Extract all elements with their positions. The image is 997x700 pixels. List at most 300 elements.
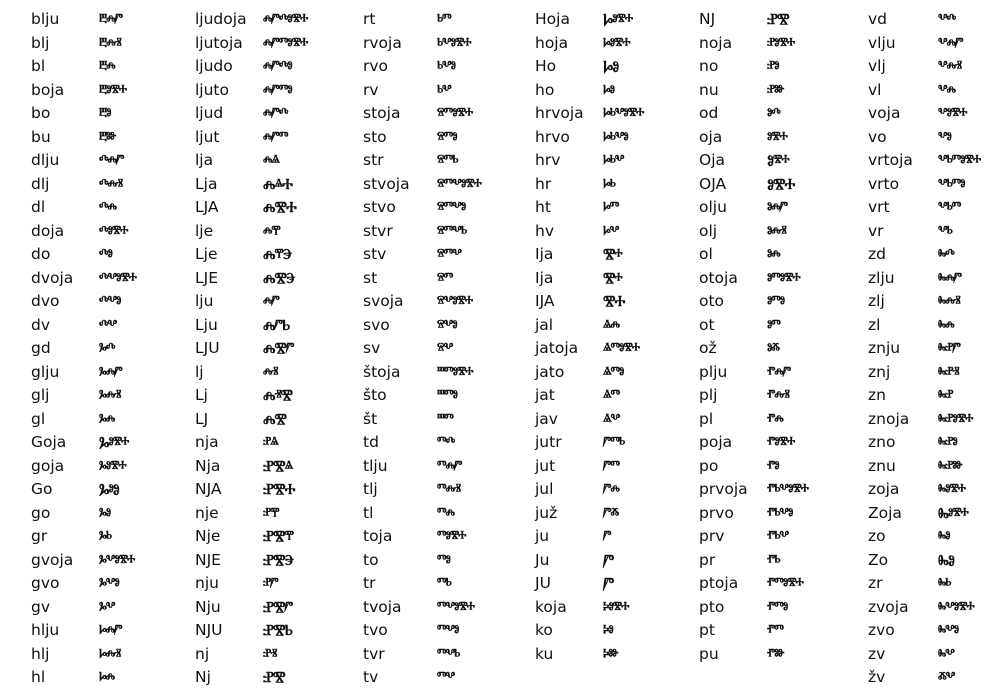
- glagolitic-syllable: ⱅⰲⱃ: [437, 644, 460, 663]
- latin-syllable: zoja: [868, 480, 900, 498]
- glagolitic-syllable: ⰲⱃⱅ: [938, 198, 961, 216]
- latin-syllable: prvoja: [699, 480, 748, 498]
- glagolitic-syllable: ⱀⱑ: [263, 433, 278, 451]
- latin-syllable: gv: [31, 597, 51, 616]
- glagolitic-syllable: ⱀⱐ: [263, 644, 277, 663]
- latin-syllable: pt: [699, 621, 715, 639]
- latin-syllable: rv: [363, 80, 379, 99]
- glagolitic-syllable: ⱈⱃⰲ: [603, 151, 624, 169]
- latin-syllable: boja: [31, 80, 65, 99]
- glagolitic-syllable: ⱅⱁ: [437, 550, 450, 569]
- glagolitic-syllable: ⱄⱅⰲ: [437, 245, 461, 263]
- latin-syllable: stoja: [363, 104, 401, 122]
- glagolitic-syllable: ⰐⰊⱑ: [263, 456, 293, 475]
- latin-syllable: olj: [699, 221, 718, 240]
- glagolitic-syllable: ⰸⰲⱁⰺⰰ: [938, 597, 974, 616]
- glagolitic-syllable: ⰸⱀⱁⰺⰰ: [938, 409, 973, 428]
- glagolitic-syllable: ⰎⰊⰀ: [263, 198, 296, 216]
- glagolitic-syllable: ⱈⱃⰲⱁ: [603, 127, 628, 146]
- latin-syllable: plju: [699, 362, 728, 381]
- glagolitic-syllable: ⰲⱃⱅⱁⰺⰰ: [938, 151, 981, 169]
- latin-syllable: prv: [699, 527, 725, 545]
- latin-syllable: dvo: [31, 292, 60, 310]
- latin-syllable: ljut: [195, 127, 220, 146]
- latin-syllable: NJE: [195, 550, 221, 569]
- glagolitic-syllable: ⱈⱁⰺⰰ: [603, 33, 630, 52]
- latin-syllable: vo: [868, 127, 887, 146]
- glagolitic-syllable: ⱅⱁⰺⰰ: [437, 527, 466, 545]
- glagolitic-syllable: ⱀⱁⰺⰰ: [767, 33, 795, 52]
- glagolitic-syllable: ⰸⰲ: [938, 644, 954, 663]
- glagolitic-syllable: Ⱈⱁⰺⰰ: [603, 10, 633, 28]
- glagolitic-syllable: ⰎⰹⰅ: [263, 245, 292, 263]
- glagolitic-syllable: ⱁⰾ: [767, 245, 780, 263]
- glagolitic-syllable: ⰲⰴ: [938, 10, 956, 28]
- glagolitic-syllable: ⰎⰊ: [263, 409, 287, 428]
- glagolitic-syllable: ⰐⰊⰹ: [263, 527, 293, 545]
- glagolitic-syllable: ⰾⱓⰴⱁ: [263, 57, 292, 75]
- latin-syllable: stv: [363, 245, 387, 263]
- glagolitic-syllable: ⱓⰾ: [603, 480, 619, 498]
- latin-syllable: doja: [31, 221, 65, 240]
- glagolitic-syllable: ⰱⱁⰺⰰ: [99, 80, 127, 99]
- glagolitic-syllable: ⰎⰊⰅ: [263, 268, 295, 287]
- glagolitic-syllable: ⰾⱓⱅⱁ: [263, 80, 292, 99]
- latin-syllable: goja: [31, 456, 65, 475]
- glagolitic-syllable: ⱓⱅⱃ: [603, 433, 625, 451]
- glagolitic-syllable: ⰾⱓⱅ: [263, 127, 288, 146]
- glagolitic-syllable: ⱀⰹ: [263, 503, 279, 522]
- latin-syllable: svo: [363, 315, 390, 334]
- glagolitic-syllable: ⰱⱁ: [99, 104, 111, 122]
- latin-syllable: pu: [699, 644, 719, 663]
- latin-syllable: olju: [699, 198, 727, 216]
- glagolitic-syllable: ⰱⰾⱐ: [99, 33, 121, 52]
- glagolitic-syllable: ⱓⱅ: [603, 456, 620, 475]
- latin-syllable: vr: [868, 221, 884, 240]
- glagolitic-syllable: ⰲⰾⱐ: [938, 57, 961, 75]
- glagolitic-syllable: ⰳⱁ: [99, 503, 111, 522]
- glagolitic-syllable: ⱃⱅ: [437, 10, 451, 28]
- latin-syllable: NJA: [195, 480, 222, 498]
- glagolitic-syllable: ⱀⱆ: [767, 80, 784, 99]
- latin-syllable: vlj: [868, 57, 886, 75]
- latin-syllable: ju: [535, 527, 550, 545]
- latin-syllable: ho: [535, 80, 555, 99]
- latin-syllable: hoja: [535, 33, 569, 52]
- latin-syllable: JU: [535, 574, 551, 592]
- latin-syllable: hrvoja: [535, 104, 584, 122]
- latin-syllable: znoja: [868, 409, 910, 428]
- latin-syllable: dv: [31, 315, 51, 334]
- glagolitic-syllable: ⰴⰾ: [99, 198, 116, 216]
- latin-syllable: rvo: [363, 57, 389, 75]
- glagolitic-syllable: ⰳⰲⱁⰺⰰ: [99, 550, 135, 569]
- glagolitic-syllable: ⰳⰲⱁ: [99, 574, 119, 592]
- glagolitic-syllable: ⰾⱑ: [263, 151, 280, 169]
- latin-syllable: sto: [363, 127, 387, 146]
- latin-syllable: st: [363, 268, 378, 287]
- latin-syllable: rvoja: [363, 33, 402, 52]
- glagolitic-syllable: ⱈⰾ: [99, 668, 115, 686]
- latin-syllable: jut: [535, 456, 556, 475]
- glagolitic-syllable: ⱑⰾ: [603, 315, 620, 334]
- glagolitic-syllable: ⱈⱃⰲⱁⰺⰰ: [603, 104, 644, 122]
- latin-syllable: juž: [535, 503, 558, 522]
- glagolitic-syllable: ⱄⱅⱁ: [437, 127, 457, 146]
- latin-syllable: Lje: [195, 245, 218, 263]
- latin-syllable: Lja: [195, 174, 218, 193]
- latin-syllable: hrvo: [535, 127, 570, 146]
- glagolitic-syllable: ⱁⱅⱁⰺⰰ: [767, 268, 800, 287]
- latin-syllable: sv: [363, 339, 381, 357]
- glagolitic-syllable: ⰸⱁⰺⰰ: [938, 480, 966, 498]
- latin-syllable: gd: [31, 339, 51, 357]
- latin-syllable: što: [363, 386, 387, 404]
- latin-syllable: glj: [31, 386, 50, 404]
- latin-syllable: Nju: [195, 597, 221, 616]
- glagolitic-syllable: ⱄⱅⰲⱁ: [437, 198, 466, 216]
- latin-syllable: hrv: [535, 151, 561, 169]
- glagolitic-syllable: ⱎⱅⱁⰺⰰ: [437, 362, 473, 381]
- latin-syllable: pl: [699, 409, 714, 428]
- glagolitic-syllable: ⰸⰾⱐ: [938, 292, 960, 310]
- glagolitic-syllable: ⰸⱀⱆ: [938, 456, 962, 475]
- glagolitic-syllable: ⰳⰲ: [99, 597, 115, 616]
- glagolitic-syllable: ⱂⱁⰺⰰ: [767, 433, 795, 451]
- glagolitic-syllable: ⰴⱁⰺⰰ: [99, 221, 128, 240]
- glagolitic-syllable: ⰊⰀ: [603, 292, 625, 310]
- latin-syllable: LJ: [195, 409, 209, 428]
- latin-syllable: hlj: [31, 644, 50, 663]
- latin-syllable: jav: [535, 409, 558, 428]
- latin-syllable: tlj: [363, 480, 378, 498]
- glagolitic-syllable: ⰈⰑ: [938, 550, 955, 569]
- glagolitic-syllable: ⱅⱃ: [437, 574, 451, 592]
- latin-syllable: vl: [868, 80, 882, 99]
- latin-syllable: ku: [535, 644, 554, 663]
- glagolitic-syllable: ⱂⱆ: [767, 644, 784, 663]
- glagolitic-syllable: ⱑⱅⱁ: [603, 362, 624, 381]
- glagolitic-syllable: ⱂⱃⰲⱁ: [767, 503, 793, 522]
- latin-syllable: Ho: [535, 57, 557, 75]
- glagolitic-syllable: ⱈⰲ: [603, 221, 619, 240]
- glagolitic-syllable: ⰎⰊⱓ: [263, 339, 294, 357]
- latin-syllable: vd: [868, 10, 888, 28]
- glagolitic-syllable: ⰸⰾⱓ: [938, 268, 962, 287]
- glagolitic-syllable: ⱂⱁ: [767, 456, 779, 475]
- latin-syllable: zl: [868, 315, 881, 334]
- glagolitic-syllable: ⱅⰲⱁ: [437, 621, 459, 639]
- latin-syllable: znu: [868, 456, 896, 475]
- glagolitic-syllable: ⰲⱁⰺⰰ: [938, 104, 967, 122]
- glagolitic-syllable: ⱂⰾⱐ: [767, 386, 789, 404]
- latin-syllable: gvoja: [31, 550, 74, 569]
- glagolitic-syllable: ⱀⱁ: [767, 57, 779, 75]
- glagolitic-syllable: ⰲⰾ: [938, 80, 955, 99]
- latin-syllable: lja: [195, 151, 214, 169]
- latin-syllable: jal: [535, 315, 554, 334]
- glagolitic-syllable: ⱄⱅⱁⰺⰰ: [437, 104, 473, 122]
- latin-syllable: ož: [699, 339, 717, 357]
- glagolitic-syllable: ⱈⱃ: [603, 174, 615, 193]
- glagolitic-syllable: ⰸⰾ: [938, 315, 954, 334]
- latin-syllable: stvr: [363, 221, 393, 240]
- latin-syllable: OJA: [699, 174, 727, 193]
- glagolitic-syllable: ⰴⰾⱓ: [99, 151, 124, 169]
- latin-syllable: Nja: [195, 456, 221, 475]
- glagolitic-syllable: ⰳⰾⱐ: [99, 386, 121, 404]
- latin-syllable: vrto: [868, 174, 900, 193]
- latin-syllable: go: [31, 503, 51, 522]
- glagolitic-syllable: ⱃⰲⱁⰺⰰ: [437, 33, 471, 52]
- glagolitic-syllable: ⱁⱅⱁ: [767, 292, 785, 310]
- latin-syllable: dvoja: [31, 268, 74, 287]
- glagolitic-syllable: ⰳⰴ: [99, 339, 115, 357]
- latin-syllable: dlju: [31, 151, 60, 169]
- latin-syllable: oto: [699, 292, 725, 310]
- latin-syllable: Zoja: [868, 503, 902, 522]
- glagolitic-syllable: ⱅⰾⱓ: [437, 456, 462, 475]
- glagolitic-syllable: ⱑⱅ: [603, 386, 620, 404]
- latin-syllable: Lju: [195, 315, 218, 334]
- latin-syllable: zn: [868, 386, 886, 404]
- latin-syllable: zo: [868, 527, 886, 545]
- latin-syllable: Goja: [31, 433, 67, 451]
- latin-syllable: LJE: [195, 268, 219, 287]
- glagolitic-syllable: ⰎⱐⰊ: [263, 386, 293, 404]
- latin-syllable: hlju: [31, 621, 60, 639]
- latin-syllable: znju: [868, 339, 901, 357]
- latin-syllable: nu: [699, 80, 719, 99]
- glagolitic-syllable: ⱎⱅ: [437, 409, 453, 428]
- glagolitic-syllable: ⱂⱃⰲⱁⰺⰰ: [767, 480, 808, 498]
- glagolitic-syllable: ⰐⰊ: [263, 668, 285, 686]
- glagolitic-syllable: Ⰺⰰ: [603, 268, 622, 287]
- latin-syllable: Ija: [535, 268, 554, 287]
- glagolitic-syllable: Ⰸⱁⰺⰰ: [938, 503, 968, 522]
- glagolitic-syllable: ⰽⱁ: [603, 621, 613, 639]
- glagolitic-syllable: ⰸⱀ: [938, 386, 953, 404]
- latin-syllable: NJU: [195, 621, 223, 639]
- glagolitic-syllable: ⱓ: [603, 527, 611, 545]
- latin-syllable: tl: [363, 503, 374, 522]
- glagolitic-syllable: Ⱓ: [603, 550, 614, 569]
- glagolitic-syllable: ⰾⱓⰴ: [263, 104, 288, 122]
- glagolitic-syllable: ⱈⰾⱓ: [99, 621, 122, 639]
- glagolitic-syllable: ⰐⰊⰓ: [263, 621, 292, 639]
- glagolitic-syllable: ⱁⰾⱓ: [767, 198, 788, 216]
- latin-syllable: otoja: [699, 268, 738, 287]
- latin-syllable: ljudo: [195, 57, 233, 75]
- glagolitic-syllable: ⱄⱅⰲⱃ: [437, 221, 467, 240]
- latin-syllable: LJU: [195, 339, 220, 357]
- latin-syllable: ht: [535, 198, 551, 216]
- glagolitic-syllable: ⱑⰲ: [603, 409, 620, 428]
- glagolitic-syllable: ⰴⰲⱁⰺⰰ: [99, 268, 136, 287]
- glagolitic-syllable: ⰸⱃ: [938, 574, 951, 592]
- glagolitic-syllable: ⰳⰾ: [99, 409, 115, 428]
- latin-syllable: lje: [195, 221, 214, 240]
- latin-syllable: nja: [195, 433, 219, 451]
- latin-syllable: jato: [535, 362, 565, 381]
- latin-syllable: do: [31, 245, 51, 263]
- latin-syllable: zno: [868, 433, 896, 451]
- glagolitic-syllable: ⰲⱃ: [938, 221, 952, 240]
- glagolitic-syllable: ⱂⱃⰲ: [767, 527, 789, 545]
- glagolitic-syllable: ⱂⱅⱁⰺⰰ: [767, 574, 803, 592]
- glagolitic-syllable: ⱁⱅ: [767, 315, 780, 334]
- glagolitic-syllable: ⱄⰲ: [437, 339, 453, 357]
- latin-syllable: vrtoja: [868, 151, 913, 169]
- latin-syllable: jutr: [535, 433, 562, 451]
- glagolitic-syllable: ⱂⱅ: [767, 621, 783, 639]
- latin-syllable: stvoja: [363, 174, 410, 193]
- glagolitic-syllable: ⱁⰺⰰ: [767, 127, 787, 146]
- glagolitic-syllable: ⱈⱅ: [603, 198, 619, 216]
- glagolitic-syllable: ⱓⰶ: [603, 503, 619, 522]
- latin-syllable: znj: [868, 362, 891, 381]
- latin-syllable: poja: [699, 433, 733, 451]
- latin-syllable: to: [363, 550, 379, 569]
- glagolitic-syllable: ⰴⰾⱐ: [99, 174, 122, 193]
- latin-syllable: po: [699, 456, 719, 475]
- latin-syllable: ot: [699, 315, 715, 334]
- glagolitic-syllable: ⱄⰲⱁ: [437, 315, 457, 334]
- glagolitic-syllable: ⱅⰲ: [437, 668, 455, 686]
- latin-syllable: Ju: [535, 550, 550, 569]
- latin-syllable: voja: [868, 104, 901, 122]
- glagolitic-syllable: ⱄⱅ: [437, 268, 453, 287]
- glagolitic-syllable: ⱂⱅⱁ: [767, 597, 788, 616]
- glagolitic-syllable: ⱄⱅⱃ: [437, 151, 458, 169]
- latin-syllable: dl: [31, 198, 46, 216]
- latin-syllable: zd: [868, 245, 886, 263]
- glagolitic-syllable: ⱎⱅⱁ: [437, 386, 458, 404]
- glagolitic-syllable: Ⰳⱁⰺⰰ: [99, 433, 129, 451]
- glagolitic-syllable: ⱈⱁ: [603, 80, 614, 99]
- latin-syllable: tvoja: [363, 597, 402, 616]
- latin-syllable: blju: [31, 10, 60, 28]
- glagolitic-syllable: ⰲⱃⱅⱁ: [938, 174, 965, 193]
- glagolitic-syllable: Ⱁⰺⰰ: [767, 151, 789, 169]
- latin-syllable: bo: [31, 104, 51, 122]
- latin-syllable: noja: [699, 33, 733, 52]
- latin-syllable: Ija: [535, 245, 554, 263]
- glagolitic-syllable: ⰸⱁ: [938, 527, 950, 545]
- glagolitic-syllable: ⱄⰲⱁⰺⰰ: [437, 292, 473, 310]
- glagolitic-syllable: ⱀⱓ: [263, 574, 278, 592]
- glagolitic-syllable: ⰑⰊⰀ: [767, 174, 795, 193]
- latin-syllable: zvoja: [868, 597, 909, 616]
- latin-syllable: tv: [363, 668, 379, 686]
- latin-syllable: ljud: [195, 104, 224, 122]
- glagolitic-syllable: ⰐⰊ: [767, 10, 789, 28]
- glagolitic-syllable: ⱂⰾ: [767, 409, 783, 428]
- latin-syllable: tvr: [363, 644, 385, 663]
- latin-syllable: svoja: [363, 292, 404, 310]
- latin-syllable: lju: [195, 292, 214, 310]
- glagolitic-syllable: ⱂⰾⱓ: [767, 362, 791, 381]
- glagolitic-syllable: ⰃⱁⰑ: [99, 480, 119, 498]
- latin-syllable: koja: [535, 597, 567, 616]
- latin-syllable: no: [699, 57, 719, 75]
- latin-syllable: stvo: [363, 198, 396, 216]
- glagolitic-syllable: ⱁⰶ: [767, 339, 779, 357]
- glagolitic-syllable: ⰽⱁⰺⰰ: [603, 597, 629, 616]
- glagolitic-syllable: Ⱓ: [603, 574, 614, 592]
- latin-syllable: bu: [31, 127, 51, 146]
- latin-syllable: oja: [699, 127, 723, 146]
- glagolitic-syllable: ⰱⰾⱓ: [99, 10, 123, 28]
- glagolitic-syllable: ⱃⰲ: [437, 80, 451, 99]
- latin-syllable: Hoja: [535, 10, 570, 28]
- latin-syllable: gr: [31, 527, 48, 545]
- latin-syllable: od: [699, 104, 719, 122]
- latin-syllable: žv: [868, 668, 886, 686]
- latin-syllable: ljudoja: [195, 10, 247, 28]
- latin-syllable: štoja: [363, 362, 401, 381]
- latin-syllable: tvo: [363, 621, 388, 639]
- latin-syllable: lj: [195, 362, 204, 381]
- glagolitic-syllable: ⰴⰲⱁ: [99, 292, 121, 310]
- glagolitic-syllable: ⰾⱓⰴⱁⰺⰰ: [263, 10, 308, 28]
- glagolitic-syllable: Ⰺⰰ: [603, 245, 622, 263]
- latin-syllable: nju: [195, 574, 219, 592]
- glagolitic-syllable: ⰐⰊⰀ: [263, 480, 295, 498]
- latin-syllable: NJ: [699, 10, 716, 28]
- latin-syllable: zv: [868, 644, 886, 663]
- glagolitic-syllable: ⱃⰲⱁ: [437, 57, 455, 75]
- latin-syllable: Nje: [195, 527, 221, 545]
- latin-syllable: vrt: [868, 198, 890, 216]
- glagolitic-syllable: ⱁⰾⱐ: [767, 221, 786, 240]
- latin-syllable: nje: [195, 503, 219, 522]
- latin-syllable: Go: [31, 480, 53, 498]
- latin-syllable: bl: [31, 57, 46, 75]
- glagolitic-syllable: ⰱⰾ: [99, 57, 115, 75]
- latin-syllable: IJA: [535, 292, 555, 310]
- latin-syllable: ol: [699, 245, 713, 263]
- glagolitic-syllable: ⰸⰲⱁ: [938, 621, 959, 639]
- glagolitic-syllable: ⱅⰲⱁⰺⰰ: [437, 597, 474, 616]
- latin-syllable: tlju: [363, 456, 388, 475]
- latin-syllable: blj: [31, 33, 50, 52]
- glagolitic-syllable: ⰱⱆ: [99, 127, 116, 146]
- glagolitic-syllable: ⰸⰴ: [938, 245, 954, 263]
- glagolitic-syllable: ⱁⰴ: [767, 104, 780, 122]
- glagolitic-syllable: ⰳⱃ: [99, 527, 112, 545]
- latin-syllable: tr: [363, 574, 376, 592]
- glagolitic-syllable: ⰾⱐ: [263, 362, 278, 381]
- latin-syllable: plj: [699, 386, 718, 404]
- latin-syllable: zr: [868, 574, 883, 592]
- latin-syllable: jul: [535, 480, 554, 498]
- glagolitic-syllable: ⰸⱀⱁ: [938, 433, 957, 451]
- latin-syllable: nj: [195, 644, 210, 663]
- latin-syllable: zlj: [868, 292, 885, 310]
- glagolitic-syllable: ⰲⰾⱓ: [938, 33, 963, 52]
- latin-syllable: ljuto: [195, 80, 229, 99]
- latin-syllable: zvo: [868, 621, 895, 639]
- glagolitic-syllable: ⱅⰴ: [437, 433, 455, 451]
- glagolitic-syllable: ⰲⱁ: [938, 127, 951, 146]
- latin-syllable: št: [363, 409, 378, 428]
- latin-syllable: pto: [699, 597, 725, 616]
- latin-syllable: ko: [535, 621, 553, 639]
- glagolitic-syllable: ⰴⱁ: [99, 245, 112, 263]
- latin-syllable: pr: [699, 550, 716, 569]
